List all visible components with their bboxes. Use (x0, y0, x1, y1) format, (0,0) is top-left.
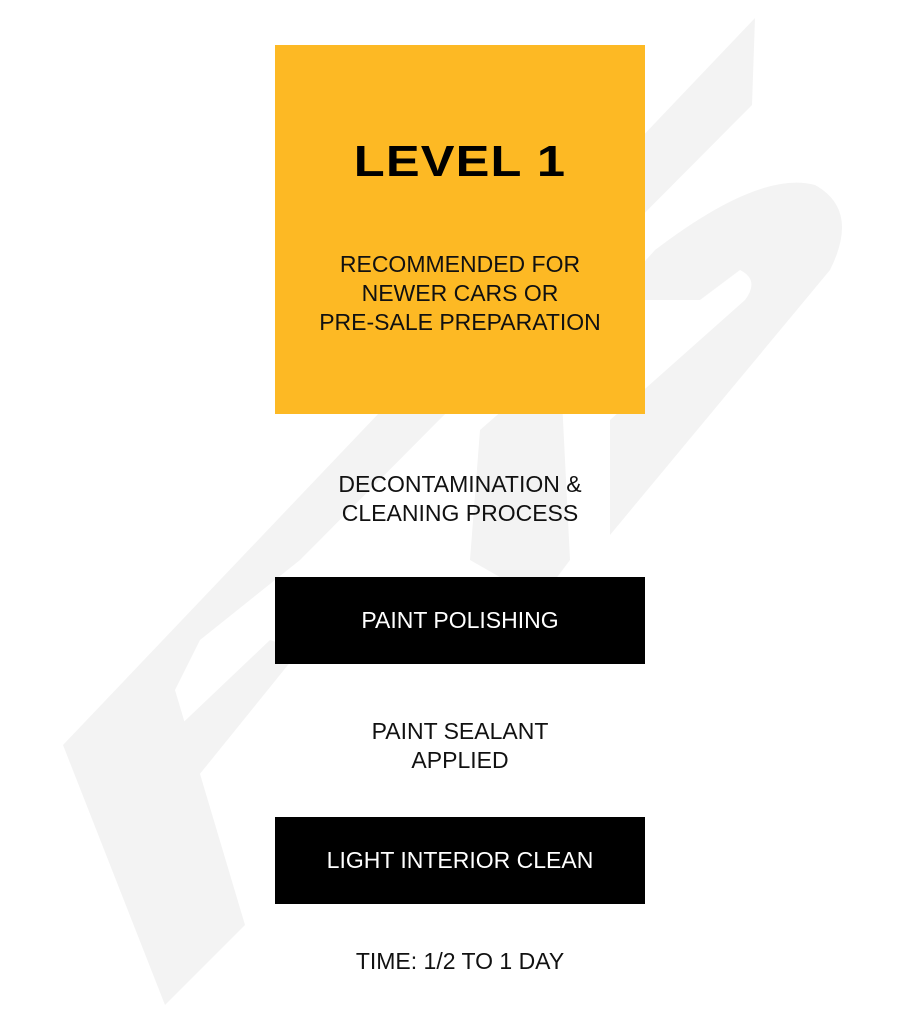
recommendation-line: PRE-SALE PREPARATION (319, 309, 601, 335)
recommendation-line: NEWER CARS OR (361, 280, 559, 306)
step-label: LIGHT INTERIOR CLEAN (326, 847, 594, 873)
step-paint-sealant (200, 717, 720, 775)
step-label: PAINT POLISHING (361, 607, 559, 633)
level-card (275, 45, 645, 414)
step-paint-polishing (275, 577, 645, 664)
step-line: CLEANING PROCESS (341, 500, 579, 526)
step-light-interior-clean (275, 817, 645, 904)
step-line: PAINT SEALANT (371, 718, 549, 744)
recommendation-text (245, 250, 675, 337)
step-line: DECONTAMINATION & (338, 471, 582, 497)
level-title: LEVEL 1 (353, 137, 567, 186)
step-decontamination (200, 470, 720, 528)
time-estimate: TIME: 1/2 TO 1 DAY (355, 948, 565, 974)
step-line: APPLIED (411, 747, 509, 773)
recommendation-line: RECOMMENDED FOR (339, 251, 581, 277)
